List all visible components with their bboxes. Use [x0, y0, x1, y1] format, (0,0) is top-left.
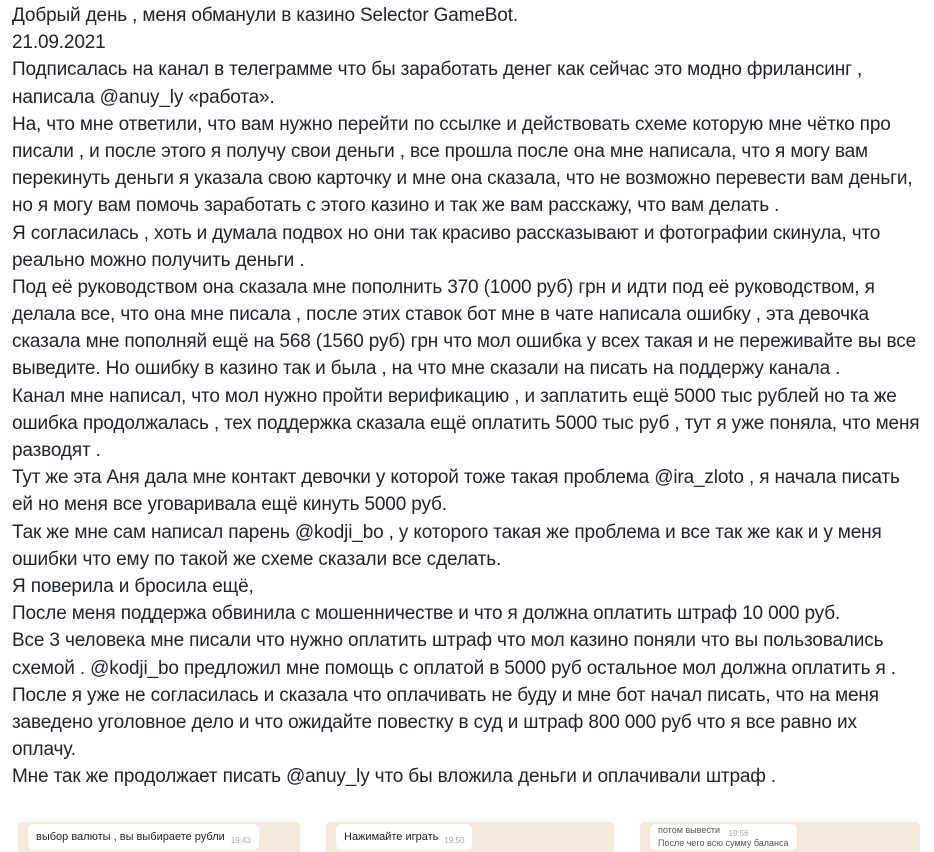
chat-message-text: выбор валюты , вы выбираете рубли [36, 831, 225, 843]
chat-message-text: Нажимайте играть [344, 831, 439, 843]
post-text [12, 2, 934, 790]
screenshot-thumbnail[interactable] [18, 822, 300, 852]
post-line: делала все, что она мне писала , после этих ставок бот мне в чате написала ошибку , эта девочка [12, 304, 869, 326]
post-line: заведено уголовное дело и что ожидайте повестку в суд и штраф 800 000 руб что я все равно их [12, 711, 857, 733]
post-line: После я уже не согласилась и сказала что оплачивать не буду и мне бот начал писать, что на меня [12, 684, 879, 706]
post-line: ошибки что ему по такой же схеме сказали все сделать. [12, 548, 502, 570]
post-line: разводят . [12, 440, 101, 461]
post-line: Добрый день , меня обманули в казино Selector GameBot. [12, 5, 518, 26]
post-line: Под её руководством она сказала мне пополнить 370 (1000 руб) грн и идти под её руководством, я [12, 276, 875, 298]
post-line: схемой . @kodji_bo предложил мне помощь с оплатой в 5000 руб остальное мол должна оплатить я . [12, 657, 896, 679]
post-line: Подписалась на канал в телеграмме что бы заработать денег как сейчас это модно фрилансинг , [12, 59, 863, 81]
post-line: Мне так же продолжает писать @anuy_ly что бы вложила деньги и оплачивали штраф . [12, 766, 777, 788]
screenshot-thumbnail[interactable] [640, 822, 920, 852]
post-line: После меня поддержа обвинила с мошенничестве и что я должна оплатить штраф 10 000 руб. [12, 603, 841, 625]
post-line: Я поверила и бросила ещё, [12, 575, 254, 597]
chat-message-bubble [336, 824, 472, 850]
chat-message-time: 19:43 [230, 835, 251, 845]
screenshot-thumbnail[interactable] [326, 822, 614, 852]
post-line: писали , и после этого я получу свои деньги , все прошла после она мне написала, что я могу вам [12, 140, 868, 162]
post-date: 21.09.2021 [12, 32, 106, 54]
chat-message-bubble [650, 824, 797, 850]
post-line: Так же мне сам написал парень @kodji_bo , у которого такая же проблема и все так же как и у меня [12, 521, 882, 543]
post-line: перекинуть деньги я указала свою карточку и мне она сказала, что не возможно перевести вам деньги, [12, 168, 913, 190]
chat-message-bubble [28, 824, 259, 850]
post-line: Все 3 человека мне писали что нужно оплатить штраф что мол казино поняли что вы пользовались [12, 630, 884, 652]
post-line: реально можно получить деньги . [12, 249, 305, 271]
chat-message-text [658, 824, 789, 837]
chat-message-text-top: потом вывести [658, 825, 720, 835]
post-line: но я могу вам помочь заработать с этого казино и так же вам расскажу, что вам делать . [12, 195, 780, 217]
post-line: написала @anuy_ly «работа». [12, 86, 275, 108]
chat-message-text-bottom: После чего всю сумму баланса [658, 838, 789, 848]
post-line: оплачу. [12, 739, 76, 761]
post-line: выведите. Но ошибку в казино так и была , на что мне сказали на писать на поддержу канала . [12, 358, 841, 380]
post-line: ей но меня все уговаривала ещё кинуть 5000 руб. [12, 494, 447, 516]
post-line: Я согласилась , хоть и думала подвох но они так красиво рассказывают и фотографии скинула, что [12, 222, 881, 244]
post-line: На, что мне ответили, что вам нужно перейти по ссылке и действовать схеме которую мне чётко про [12, 113, 891, 135]
chat-message-time: 19:50 [444, 835, 465, 845]
post-line: Канал мне написал, что мол нужно пройти верификацию , и заплатить ещё 5000 тыс рублей но та же [12, 385, 897, 407]
attached-screenshots [0, 822, 934, 852]
chat-message-time: 19:56 [728, 829, 749, 838]
post-line: ошибка продолжалась , тех поддержка сказала ещё оплатить 5000 тыс руб , тут я уже поняла, что меня [12, 412, 920, 434]
post-line: Тут же эта Аня дала мне контакт девочки у которой тоже такая проблема @ira_zloto , я начала писать [12, 467, 900, 489]
post-line: сказала мне пополняй ещё на 568 (1560 руб) грн что мол ошибка у всех такая и не переживайте вы все [12, 331, 917, 353]
